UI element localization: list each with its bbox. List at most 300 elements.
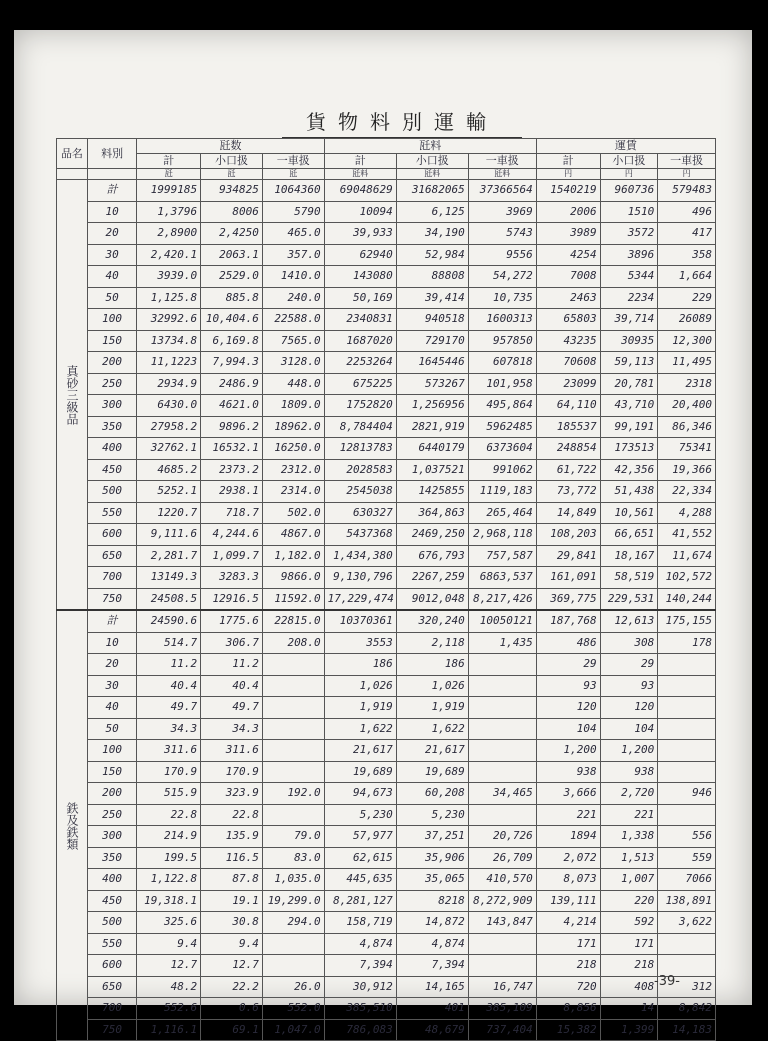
table-cell: 2,968,118 [468,524,536,546]
table-cell: 37,251 [396,826,468,848]
table-cell [262,675,324,697]
table-cell: 19,689 [324,761,396,783]
table-cell: 1119,183 [468,481,536,503]
table-cell: 592 [600,912,658,934]
table-cell: 171 [536,933,600,955]
table-cell: 43235 [536,330,600,352]
table-cell [658,955,716,977]
table-cell: 10,561 [600,502,658,524]
table-cell: 2267,259 [396,567,468,589]
category-label: 真砂三級品 [57,180,88,611]
table-cell: 6,125 [396,201,468,223]
table-row [57,1019,716,1041]
table-cell: 311.6 [201,740,263,762]
table-cell: 22588.0 [262,309,324,331]
subheader: 計 [324,154,396,169]
class-label: 100 [87,740,136,762]
table-row [57,223,716,245]
table-cell: 1775.6 [201,610,263,632]
table-cell [262,654,324,676]
table-cell: 29 [536,654,600,676]
table-cell [468,697,536,719]
class-label: 350 [87,847,136,869]
table-cell: 29 [600,654,658,676]
table-row [57,287,716,309]
table-cell: 5252.1 [137,481,201,503]
table-cell: 65803 [536,309,600,331]
table-cell: 2,420.1 [137,244,201,266]
table-cell: 20,726 [468,826,536,848]
table-cell: 12813783 [324,438,396,460]
table-cell: 13149.3 [137,567,201,589]
table-cell [262,718,324,740]
table-cell: 69048629 [324,180,396,202]
table-cell: 39,414 [396,287,468,309]
table-row [57,826,716,848]
class-label: 600 [87,524,136,546]
table-cell: 4867.0 [262,524,324,546]
table-cell: 4,874 [324,933,396,955]
table-cell: 502.0 [262,502,324,524]
table-cell: 364,863 [396,502,468,524]
table-cell: 9896.2 [201,416,263,438]
table-row [57,309,716,331]
table-cell: 1,622 [396,718,468,740]
table-cell: 31682065 [396,180,468,202]
table-cell: 19,299.0 [262,890,324,912]
table-cell: 369,775 [536,588,600,610]
table-cell: 178 [658,632,716,654]
table-cell: 1999185 [137,180,201,202]
table-cell: 30.8 [201,912,263,934]
table-cell: 19.1 [201,890,263,912]
table-cell: 171 [600,933,658,955]
table-cell: 42,356 [600,459,658,481]
table-cell: 2,118 [396,632,468,654]
table-cell: 70608 [536,352,600,374]
table-cell: 16250.0 [262,438,324,460]
table-cell: 465.0 [262,223,324,245]
table-cell: 8,784404 [324,416,396,438]
table-row [57,998,716,1020]
table-cell [658,718,716,740]
table-row [57,675,716,697]
table-cell: 737,404 [468,1019,536,1041]
table-cell: 2,8900 [137,223,201,245]
table-cell: 786,083 [324,1019,396,1041]
subheader: 計 [137,154,201,169]
table-cell: 14 [600,998,658,1020]
table-cell: 75341 [658,438,716,460]
table-cell: 265,464 [468,502,536,524]
table-cell [658,697,716,719]
table-cell: 170.9 [137,761,201,783]
table-cell: 1410.0 [262,266,324,288]
table-cell: 218 [600,955,658,977]
class-label: 400 [87,869,136,891]
table-cell: 1,200 [536,740,600,762]
table-cell: 240.0 [262,287,324,309]
table-cell: 2340831 [324,309,396,331]
table-cell: 61,722 [536,459,600,481]
table-cell: 2234 [600,287,658,309]
table-cell: 12.7 [201,955,263,977]
table-cell: 86,346 [658,416,716,438]
table-cell: 7,394 [396,955,468,977]
table-cell: 9556 [468,244,536,266]
class-label: 750 [87,588,136,610]
table-cell: 573267 [396,373,468,395]
table-cell: 26.0 [262,976,324,998]
table-cell: 20,400 [658,395,716,417]
table-cell [262,740,324,762]
table-cell: 1,435 [468,632,536,654]
table-cell: 11.2 [201,654,263,676]
table-row [57,481,716,503]
table-cell: 83.0 [262,847,324,869]
category-label: 鉄及鉄類 [57,610,88,1041]
table-cell: 2,4250 [201,223,263,245]
table-cell [658,761,716,783]
header-class: 料別 [87,139,136,169]
table-cell: 1,919 [396,697,468,719]
class-label: 200 [87,783,136,805]
class-label: 40 [87,697,136,719]
table-cell: 30935 [600,330,658,352]
table-cell: 757,587 [468,545,536,567]
table-cell: 4254 [536,244,600,266]
table-cell: 10,735 [468,287,536,309]
class-label: 400 [87,438,136,460]
table-cell: 26089 [658,309,716,331]
class-label: 計 [87,610,136,632]
table-cell: 11,674 [658,545,716,567]
unit-label: 瓩 [137,169,201,180]
table-cell: 39,714 [600,309,658,331]
table-cell: 8,856 [536,998,600,1020]
class-label: 300 [87,395,136,417]
table-cell: 946 [658,783,716,805]
table-cell: 19,366 [658,459,716,481]
class-label: 450 [87,890,136,912]
class-label: 600 [87,955,136,977]
unit-label: 円 [658,169,716,180]
table-cell: 64,110 [536,395,600,417]
table-cell: 161,091 [536,567,600,589]
table-cell: 729170 [396,330,468,352]
table-cell: 552.0 [262,998,324,1020]
table-cell: 10370361 [324,610,396,632]
table-row [57,352,716,374]
table-row [57,804,716,826]
table-cell: 29,841 [536,545,600,567]
table-row [57,395,716,417]
table-cell: 495,864 [468,395,536,417]
table-cell: 21,617 [324,740,396,762]
table-cell: 10050121 [468,610,536,632]
table-cell: 8218 [396,890,468,912]
class-label: 150 [87,330,136,352]
class-label: 650 [87,545,136,567]
table-cell: 1540219 [536,180,600,202]
table-row [57,847,716,869]
table-cell [468,804,536,826]
class-label: 50 [87,718,136,740]
table-row [57,545,716,567]
table-cell: 676,793 [396,545,468,567]
table-cell: 2463 [536,287,600,309]
table-cell: 26,709 [468,847,536,869]
table-cell: 2,281.7 [137,545,201,567]
table-cell: 11,495 [658,352,716,374]
table-row [57,632,716,654]
table-row [57,180,716,202]
table-cell: 3553 [324,632,396,654]
table-cell: 3283.3 [201,567,263,589]
table-cell: 1,513 [600,847,658,869]
table-cell: 135.9 [201,826,263,848]
table-row [57,416,716,438]
table-cell: 2318 [658,373,716,395]
table-cell: 8,073 [536,869,600,891]
table-cell: 24590.6 [137,610,201,632]
table-cell: 1,125.8 [137,287,201,309]
table-cell [658,740,716,762]
table-cell: 120 [600,697,658,719]
table-cell: 73,772 [536,481,600,503]
table-cell: 13734.8 [137,330,201,352]
unit-label: 瓩料 [396,169,468,180]
table-cell: 208.0 [262,632,324,654]
table-row [57,588,716,610]
table-cell [658,675,716,697]
table-cell: 51,438 [600,481,658,503]
table-cell: 486 [536,632,600,654]
table-cell: 11,1223 [137,352,201,374]
class-label: 20 [87,223,136,245]
table-cell: 12,300 [658,330,716,352]
table-cell: 22.8 [137,804,201,826]
table-cell: 2063.1 [201,244,263,266]
table-cell: 1,919 [324,697,396,719]
class-label: 250 [87,373,136,395]
table-cell: 1425855 [396,481,468,503]
table-cell: 2821,919 [396,416,468,438]
table-cell: 218 [536,955,600,977]
class-label: 300 [87,826,136,848]
table-cell: 18962.0 [262,416,324,438]
table-cell: 229,531 [600,588,658,610]
table-row [57,697,716,719]
table-cell: 57,977 [324,826,396,848]
table-cell: 4621.0 [201,395,263,417]
table-cell: 6863,537 [468,567,536,589]
table-cell: 1220.7 [137,502,201,524]
table-cell: 3128.0 [262,352,324,374]
table-cell: 960736 [600,180,658,202]
table-cell [658,654,716,676]
class-label: 200 [87,352,136,374]
table-cell: 5962485 [468,416,536,438]
table-cell: 1687020 [324,330,396,352]
table-cell: 48,679 [396,1019,468,1041]
table-cell: 138,891 [658,890,716,912]
table-cell: 17,229,474 [324,588,396,610]
table-cell: 140,244 [658,588,716,610]
table-cell: 325.6 [137,912,201,934]
table-cell: 14,849 [536,502,600,524]
table-cell: 99,191 [600,416,658,438]
table-cell: 221 [600,804,658,826]
table-cell: 116.5 [201,847,263,869]
table-cell: 8006 [201,201,263,223]
table-cell: 14,165 [396,976,468,998]
table-cell: 93 [536,675,600,697]
table-cell: 16532.1 [201,438,263,460]
table-cell: 8,842 [658,998,716,1020]
table-cell: 34,190 [396,223,468,245]
table-cell: 2006 [536,201,600,223]
table-row [57,373,716,395]
table-cell: 3969 [468,201,536,223]
class-label: 10 [87,632,136,654]
table-cell: 2314.0 [262,481,324,503]
table-cell: 66,651 [600,524,658,546]
table-cell: 49.7 [137,697,201,719]
table-cell: 1,007 [600,869,658,891]
freight-table [56,138,716,1036]
table-cell: 104 [536,718,600,740]
table-row [57,890,716,912]
table-cell: 4,244.6 [201,524,263,546]
table-cell: 1809.0 [262,395,324,417]
table-cell: 18,167 [600,545,658,567]
table-cell: 1,338 [600,826,658,848]
table-row [57,438,716,460]
table-cell: 552.6 [137,998,201,1020]
table-cell: 885.8 [201,287,263,309]
table-cell: 175,155 [658,610,716,632]
table-cell: 7,994.3 [201,352,263,374]
table-cell: 8,217,426 [468,588,536,610]
class-label: 40 [87,266,136,288]
table-cell: 401 [396,998,468,1020]
table-cell: 938 [600,761,658,783]
table-cell: 1,035.0 [262,869,324,891]
table-cell: 1600313 [468,309,536,331]
table-cell: 186 [396,654,468,676]
table-cell: 1,256956 [396,395,468,417]
table-cell: 94,673 [324,783,396,805]
table-cell: 11.2 [137,654,201,676]
table-cell: 2545038 [324,481,396,503]
table-cell: 21,617 [396,740,468,762]
table-cell: 1510 [600,201,658,223]
table-cell [468,654,536,676]
table-cell: 54,272 [468,266,536,288]
table-cell: 199.5 [137,847,201,869]
table-cell [658,804,716,826]
table-cell: 1,047.0 [262,1019,324,1041]
table-cell: 3572 [600,223,658,245]
table-cell: 20,781 [600,373,658,395]
table-cell: 607818 [468,352,536,374]
table-cell: 37366564 [468,180,536,202]
table-cell: 49.7 [201,697,263,719]
table-cell: 39,933 [324,223,396,245]
table-row [57,201,716,223]
unit-label: 瓩 [262,169,324,180]
class-label: 500 [87,912,136,934]
subheader: 一車扱 [468,154,536,169]
table-cell: 24508.5 [137,588,201,610]
table-cell: 79.0 [262,826,324,848]
table-cell: 101,958 [468,373,536,395]
table-cell: 62,615 [324,847,396,869]
table-cell: 50,169 [324,287,396,309]
table-row [57,654,716,676]
unit-label: 瓩料 [324,169,396,180]
table-cell: 170.9 [201,761,263,783]
table-row [57,459,716,481]
class-label: 550 [87,933,136,955]
table-row [57,761,716,783]
table-cell: 559 [658,847,716,869]
table-cell: 93 [600,675,658,697]
table-cell: 320,240 [396,610,468,632]
table-cell: 1,037521 [396,459,468,481]
table-cell [262,761,324,783]
table-cell: 192.0 [262,783,324,805]
table-cell: 12,613 [600,610,658,632]
table-cell: 6,169.8 [201,330,263,352]
table-row [57,502,716,524]
table-row [57,783,716,805]
class-label: 100 [87,309,136,331]
table-cell: 221 [536,804,600,826]
table-cell: 957850 [468,330,536,352]
table-row [57,955,716,977]
table-cell: 3,666 [536,783,600,805]
table-cell: 27958.2 [137,416,201,438]
table-cell: 3896 [600,244,658,266]
table-row [57,869,716,891]
table-cell: 1894 [536,826,600,848]
table-cell: 58,519 [600,567,658,589]
table-cell: 312 [658,976,716,998]
table-cell: 15,382 [536,1019,600,1041]
header-group: 瓩料 [324,139,536,154]
table-cell: 4,214 [536,912,600,934]
class-label: 20 [87,654,136,676]
table-cell: 4,874 [396,933,468,955]
table-cell: 6373604 [468,438,536,460]
class-label: 250 [87,804,136,826]
table-cell: 19,689 [396,761,468,783]
table-cell: 1645446 [396,352,468,374]
table-cell: 10094 [324,201,396,223]
table-cell: 1,399 [600,1019,658,1041]
table-row [57,567,716,589]
table-cell: 445,635 [324,869,396,891]
table-cell: 22.2 [201,976,263,998]
table-cell: 2312.0 [262,459,324,481]
table-cell: 8,281,127 [324,890,396,912]
table-cell: 2373.2 [201,459,263,481]
header-group: 運賃 [536,139,715,154]
table-cell: 514.7 [137,632,201,654]
page-number: -39- [654,974,680,989]
